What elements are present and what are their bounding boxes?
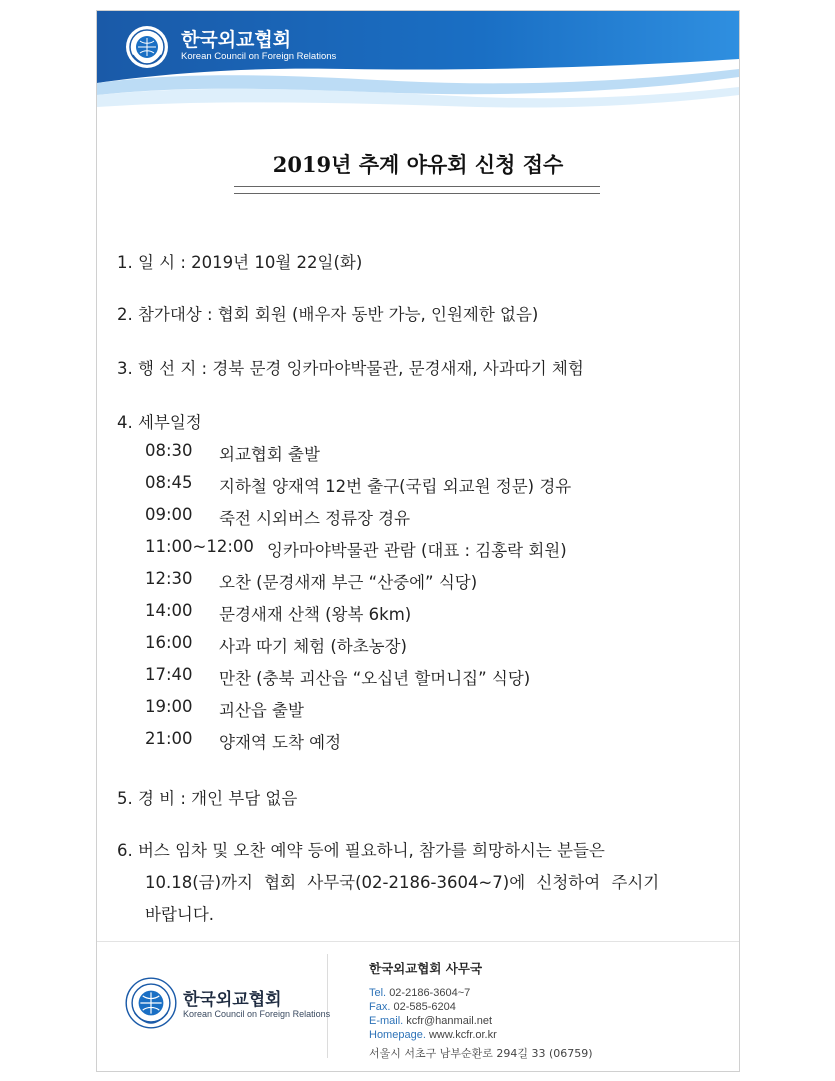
tel-value: 02-2186-3604~7 [389, 987, 471, 999]
footer-org-name-en: Korean Council on Foreign Relations [183, 1009, 331, 1019]
footer-separator [97, 941, 739, 942]
contact-tel [369, 987, 470, 999]
schedule-desc: 오찬 (문경새재 부근 “산중에” 식당) [219, 573, 478, 592]
fax-value: 02-585-6204 [393, 1001, 456, 1013]
schedule-desc: 괴산읍 출발 [219, 701, 304, 720]
emblem-icon [125, 25, 169, 69]
schedule-desc: 사과 따기 체험 (하초농장) [219, 637, 407, 656]
notice-line: 6. 버스 임차 및 오찬 예약 등에 필요하니, 참가를 희망하시는 분들은 [117, 841, 605, 860]
item-participants: 2. 참가대상 : 협회 회원 (배우자 동반 가능, 인원제한 없음) [117, 305, 539, 324]
contact-fax [369, 1001, 456, 1013]
contact-email [369, 1015, 492, 1027]
footer-divider [327, 954, 328, 1058]
email-link[interactable]: kcfr@hanmail.net [406, 1015, 493, 1027]
schedule-desc: 지하철 양재역 12번 출구(국립 외교원 정문) 경유 [219, 477, 572, 496]
schedule-desc: 양재역 도착 예정 [219, 733, 342, 752]
office-title: 한국외교협회 사무국 [369, 961, 483, 976]
item-schedule-heading: 4. 세부일정 [117, 413, 202, 432]
schedule-time: 09:00 [145, 505, 193, 524]
item-cost: 5. 경 비 : 개인 부담 없음 [117, 789, 298, 808]
schedule-time: 08:45 [145, 473, 193, 492]
notice-line: 10.18(금)까지 협회 사무국(02-2186-3604~7)에 신청하여 주시기 [145, 873, 660, 892]
item-date: 1. 일 시 : 2019년 10월 22일(화) [117, 253, 363, 272]
homepage-link[interactable]: www.kcfr.or.kr [428, 1029, 497, 1041]
title-underline [234, 186, 600, 194]
schedule-desc: 만찬 (충북 괴산읍 “오십년 할머니집” 식당) [219, 669, 531, 688]
schedule-time: 21:00 [145, 729, 193, 748]
footer-emblem-icon [125, 977, 177, 1029]
document-sheet [96, 10, 740, 1072]
schedule-time: 11:00~12:00 [145, 537, 254, 556]
homepage-label: Homepage. [369, 1029, 426, 1041]
fax-label: Fax. [369, 1001, 391, 1013]
address: 서울시 서초구 남부순환로 294길 33 (06759) [369, 1047, 593, 1060]
schedule-time: 08:30 [145, 441, 193, 460]
schedule-time: 16:00 [145, 633, 193, 652]
document-title: 2019년 추계 야유회 신청 접수 [272, 152, 564, 177]
schedule-time: 17:40 [145, 665, 193, 684]
item-destination: 3. 행 선 지 : 경북 문경 잉카마야박물관, 문경새재, 사과따기 체험 [117, 359, 584, 378]
notice-line: 바랍니다. [145, 905, 215, 924]
header-banner [97, 11, 739, 111]
header-org-name: 한국외교협회 [181, 29, 292, 51]
schedule-time: 19:00 [145, 697, 193, 716]
tel-label: Tel. [369, 987, 387, 999]
schedule-desc: 잉카마야박물관 관람 (대표 : 김홍락 회원) [267, 541, 567, 560]
schedule-desc: 외교협회 출발 [219, 445, 320, 464]
footer-org-name: 한국외교협회 [183, 990, 282, 1010]
header-org-name-en: Korean Council on Foreign Relations [181, 51, 337, 62]
schedule-time: 12:30 [145, 569, 193, 588]
schedule-time: 14:00 [145, 601, 193, 620]
contact-homepage [369, 1029, 497, 1041]
email-label: E-mail. [369, 1015, 404, 1027]
schedule-desc: 문경새재 산책 (왕복 6km) [219, 605, 412, 624]
schedule-desc: 죽전 시외버스 정류장 경유 [219, 509, 411, 528]
